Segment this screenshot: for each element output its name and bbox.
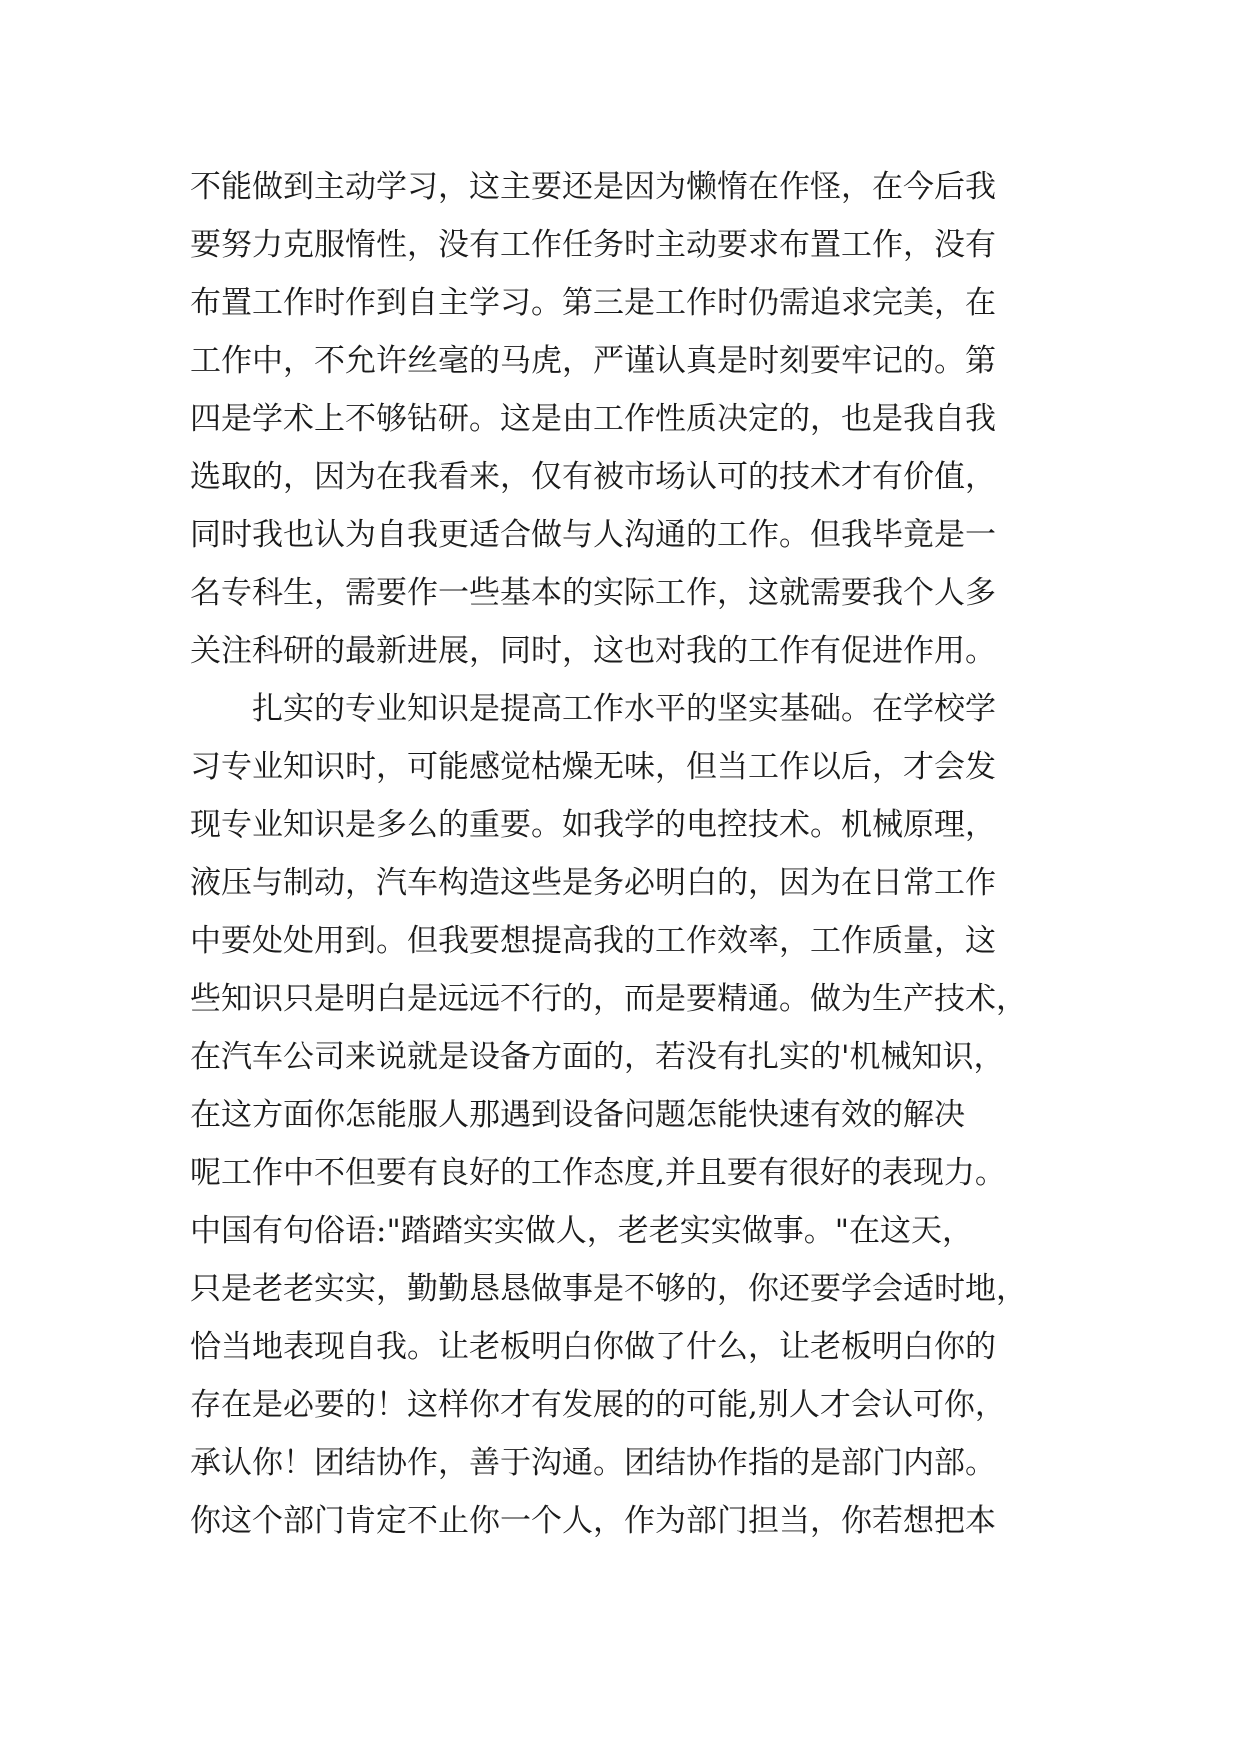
text-line: 在汽车公司来说就是设备方面的，若没有扎实的'机械知识，	[190, 1039, 1005, 1075]
text-line: 些知识只是明白是远远不行的，而是要精通。做为生产技术，	[190, 981, 1027, 1017]
text-line: 存在是必要的！这样你才有发展的的可能,别人才会认可你，	[190, 1387, 1006, 1423]
text-line: 液压与制动，汽车构造这些是务必明白的，因为在日常工作	[190, 865, 996, 901]
text-line: 不能做到主动学习，这主要还是因为懒惰在作怪，在今后我	[190, 169, 996, 205]
text-line: 只是老老实实，勤勤恳恳做事是不够的，你还要学会适时地，	[190, 1271, 1027, 1307]
text-line: 布置工作时作到自主学习。第三是工作时仍需追求完美，在	[190, 285, 996, 321]
text-line: 中要处处用到。但我要想提高我的工作效率，工作质量，这	[190, 923, 996, 959]
text-line: 在这方面你怎能服人那遇到设备问题怎能快速有效的解决	[190, 1097, 965, 1133]
text-line: 选取的，因为在我看来，仅有被市场认可的技术才有价值，	[190, 459, 996, 495]
text-line: 要努力克服惰性，没有工作任务时主动要求布置工作，没有	[190, 227, 996, 263]
body-text	[190, 158, 1070, 1550]
text-line: 中国有句俗语:"踏踏实实做人，老老实实做事。"在这天，	[190, 1213, 973, 1249]
text-line: 恰当地表现自我。让老板明白你做了什么，让老板明白你的	[190, 1329, 996, 1365]
text-line: 四是学术上不够钻研。这是由工作性质决定的，也是我自我	[190, 401, 996, 437]
paragraph-start-line: 扎实的专业知识是提高工作水平的坚实基础。在学校学	[252, 691, 996, 727]
text-line: 工作中，不允许丝毫的马虎，严谨认真是时刻要牢记的。第	[190, 343, 996, 379]
text-line: 承认你！团结协作，善于沟通。团结协作指的是部门内部。	[190, 1445, 996, 1481]
text-line: 习专业知识时，可能感觉枯燥无味，但当工作以后，才会发	[190, 749, 996, 785]
text-line: 关注科研的最新进展，同时，这也对我的工作有促进作用。	[190, 633, 996, 669]
text-line: 呢工作中不但要有良好的工作态度,并且要有很好的表现力。	[190, 1155, 1006, 1191]
text-line: 名专科生，需要作一些基本的实际工作，这就需要我个人多	[190, 575, 996, 611]
text-line: 你这个部门肯定不止你一个人，作为部门担当，你若想把本	[190, 1503, 996, 1539]
text-line: 现专业知识是多么的重要。如我学的电控技术。机械原理，	[190, 807, 996, 843]
text-line: 同时我也认为自我更适合做与人沟通的工作。但我毕竟是一	[190, 517, 996, 553]
